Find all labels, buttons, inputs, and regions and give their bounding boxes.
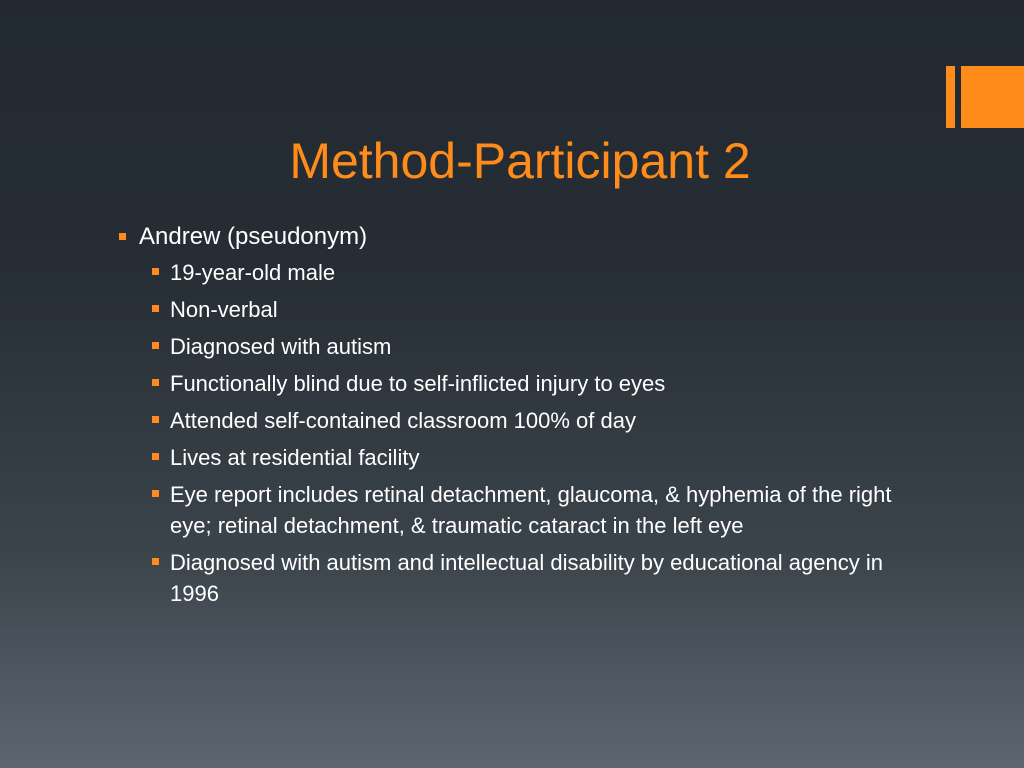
square-bullet-icon [152,342,159,349]
bullet-item [110,257,930,288]
bullet-item [110,547,930,609]
bullet-item [110,368,930,399]
bullet-item [110,405,930,436]
square-bullet-icon [152,305,159,312]
bullet-item [110,479,930,541]
square-bullet-icon [152,558,159,565]
slide-title: Method-Participant 2 [289,133,751,189]
bullet-text: 19-year-old male [170,260,336,285]
bullet-list [110,221,930,615]
bullet-text: Eye report includes retinal detachment, glaucoma, & hyphemia of the right eye; retinal detachment, & traumatic cataract in the left eye [170,482,892,538]
bullet-text: Functionally blind due to self-inflicted injury to eyes [170,371,666,396]
bullet-item [110,294,930,325]
bullet-item [110,442,930,473]
accent-bar-thin [946,66,955,128]
bullet-text: Non-verbal [170,297,278,322]
bullet-text: Andrew (pseudonym) [139,223,368,250]
accent-bar-thick [961,66,1024,128]
bullet-item [110,331,930,362]
square-bullet-icon [119,233,126,240]
square-bullet-icon [152,453,159,460]
bullet-text: Diagnosed with autism and intellectual disability by educational agency in 1996 [170,550,883,606]
square-bullet-icon [152,268,159,275]
bullet-item [110,221,930,253]
square-bullet-icon [152,379,159,386]
bullet-text: Diagnosed with autism [170,334,392,359]
square-bullet-icon [152,416,159,423]
bullet-text: Lives at residential facility [170,445,420,470]
square-bullet-icon [152,490,159,497]
bullet-text: Attended self-contained classroom 100% of day [170,408,636,433]
